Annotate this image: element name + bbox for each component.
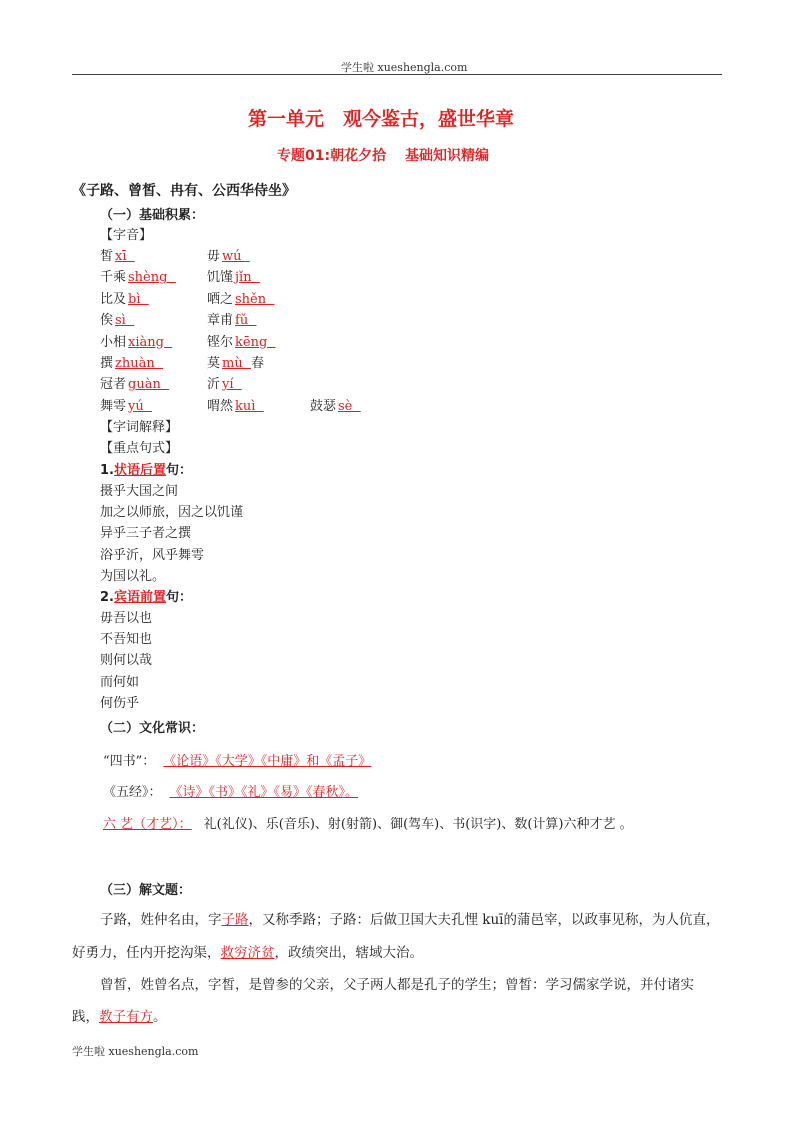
p1-key-zilu: 子路	[221, 912, 249, 928]
pattern2-item: 不吾知也	[100, 632, 153, 648]
five-classics-line	[103, 781, 358, 800]
pron-word: 冠者	[100, 377, 127, 393]
paragraph1-line1	[100, 908, 719, 928]
pron-word: 哂之	[207, 291, 234, 307]
pinyin: yí	[222, 377, 242, 393]
five-classics-label: 《五经》：	[103, 785, 162, 800]
pattern1-item: 为国以礼。	[100, 568, 166, 584]
pinyin: mù	[222, 356, 251, 371]
p1-text-a: 子路，姓仲名由，字	[100, 912, 222, 928]
pron-word: 皙	[100, 249, 114, 264]
pattern1-suffix: 句：	[166, 463, 193, 478]
pinyin: bì	[128, 291, 149, 307]
pron-entry	[207, 309, 256, 328]
pron-entry	[100, 395, 152, 414]
pron-word: 舞雩	[100, 398, 127, 414]
four-books-value: 《论语》《大学》《中庸》和《孟子》	[163, 754, 372, 769]
pinyin: sè	[338, 398, 361, 414]
pattern1-item: 摄乎大国之间	[100, 484, 179, 499]
pattern1-key: 状语后置	[113, 463, 166, 478]
pinyin: shěn	[235, 291, 275, 307]
pron-entry	[100, 352, 163, 371]
pattern1-heading	[100, 459, 192, 478]
pattern2-item: 毋吾以也	[100, 611, 153, 626]
pinyin: jǐn	[235, 270, 260, 286]
pron-tail: 春	[250, 356, 264, 371]
four-books-line	[103, 750, 371, 769]
pron-word: 比及	[100, 291, 127, 307]
header-site: 学生啦 xueshengla.com	[341, 61, 468, 74]
pinyin: kuì	[235, 398, 264, 414]
pattern2-heading	[100, 586, 192, 605]
section2-heading: （二）文化常识：	[100, 721, 205, 736]
section1-heading: （一）基础积累：	[100, 208, 205, 223]
pron-word: 鼓瑟	[310, 398, 337, 414]
pron-word: 铿尔	[207, 334, 234, 350]
pron-word: 章甫	[207, 313, 234, 329]
pron-entry	[207, 395, 264, 414]
six-arts-line	[103, 813, 633, 832]
pattern1-item: 浴乎沂，风乎舞雩	[100, 547, 205, 563]
pinyin: zhuàn	[115, 356, 163, 371]
p1-text-b: ，又称季路；子路：后做卫国大夫孔悝 kuī的蒲邑宰，以政事见称，为人伉直，	[248, 912, 720, 928]
pinyin: guàn	[128, 377, 170, 393]
pron-word: 饥馑	[207, 270, 234, 286]
p1-key-relief: 救穷济贫	[220, 945, 275, 961]
pron-word: 沂	[207, 377, 221, 393]
pron-entry	[100, 288, 149, 307]
page-title: 第一单元 观今鉴古，盛世华章	[248, 108, 515, 130]
pinyin: kēng	[235, 334, 276, 350]
p2-key-teaching: 教子有方	[99, 1009, 153, 1025]
pron-word: 莫	[207, 356, 221, 371]
pinyin: fǔ	[235, 313, 257, 329]
section3-heading: （三）解文题：	[100, 883, 192, 898]
paragraph2-line2	[72, 1005, 167, 1025]
pattern2-key: 宾语前置	[113, 590, 166, 605]
four-books-label: “四书”：	[103, 754, 156, 769]
pron-entry	[100, 373, 169, 392]
page-subtitle: 专题01:朝花夕拾 基础知识精编	[277, 148, 489, 164]
pron-entry	[100, 331, 172, 350]
pron-word: 千乘	[100, 270, 127, 286]
five-classics-value: 《诗》《书》《礼》《易》《春秋》。	[169, 785, 359, 800]
pattern2-item: 则何以哉	[100, 653, 153, 669]
pattern2-suffix: 句：	[166, 590, 193, 605]
header-rule	[72, 74, 722, 75]
paragraph2-line1: 曾皙，姓曾名点，字皙，是曾参的父亲，父子两人都是孔子的学生；曾皙：学习儒家学说，并付诸实	[100, 977, 694, 993]
pattern2-item: 何伤乎	[100, 695, 140, 711]
pron-entry	[100, 309, 134, 328]
pinyin: xī	[115, 249, 135, 264]
six-arts-label: 六 艺（才艺）：	[103, 817, 192, 832]
pron-entry	[207, 266, 260, 285]
pattern1-item: 异乎三子者之撰	[100, 526, 192, 542]
pinyin: sì	[115, 313, 135, 329]
footer-site: 学生啦 xueshengla.com	[72, 1045, 199, 1058]
paragraph1-line2	[72, 941, 423, 961]
pron-word: 俟	[100, 313, 114, 329]
pinyin: shèng	[128, 270, 176, 286]
pinyin: yú	[128, 398, 152, 414]
p2-text-c: 。	[153, 1009, 167, 1025]
pron-word: 喟然	[207, 398, 234, 414]
pattern1-num: 1.	[100, 463, 114, 478]
pattern2-item: 而何如	[100, 674, 140, 690]
pinyin: xiàng	[128, 334, 173, 350]
pron-entry	[100, 266, 176, 285]
vocab-label: 【字词解释】	[100, 420, 179, 435]
p1-text-c: 好勇力，任内开挖沟渠，	[72, 945, 221, 961]
pron-entry	[207, 352, 264, 371]
p2-text-b: 践，	[72, 1009, 99, 1025]
pron-entry	[100, 245, 135, 264]
pattern1-item: 加之以师旅，因之以饥谨	[100, 505, 244, 521]
pinyin: wú	[222, 249, 250, 264]
pron-entry	[207, 288, 274, 307]
pron-label: 【字音】	[100, 228, 153, 243]
text-title: 《子路、曾皙、冉有、公西华侍坐》	[72, 183, 296, 199]
pron-word: 撰	[100, 356, 114, 371]
six-arts-value: 礼(礼仪)、乐(音乐)、射(射箭)、御(驾车)、书(识字)、数(计算)六种才艺 。	[203, 817, 633, 832]
pron-word: 毋	[207, 249, 221, 264]
pron-entry	[207, 373, 242, 392]
pattern-label: 【重点句式】	[100, 441, 179, 456]
p1-text-d: ，政绩突出，辖域大治。	[274, 945, 423, 961]
pattern2-num: 2.	[100, 590, 114, 605]
pron-word: 小相	[100, 334, 127, 350]
pron-entry	[207, 245, 250, 264]
pron-entry	[310, 395, 361, 414]
pron-entry	[207, 331, 276, 350]
